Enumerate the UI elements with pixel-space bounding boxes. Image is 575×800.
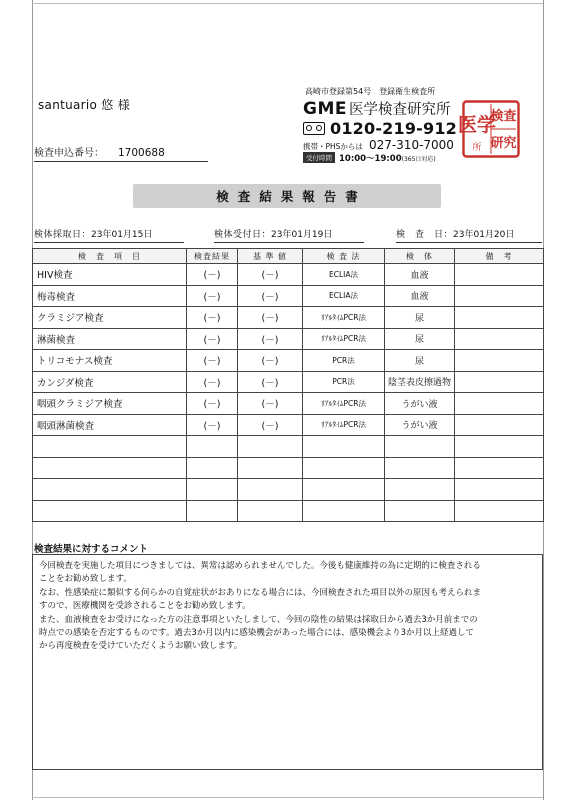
lab-brand-logo: GME [303, 99, 347, 119]
specimen-cell: 血液 [385, 285, 455, 307]
lab-mobile-line [303, 138, 454, 152]
header-method: 検 査 法 [303, 249, 385, 264]
result-cell [187, 436, 238, 458]
report-title: 検査結果報告書 [133, 184, 441, 208]
seal-char: 医学 [457, 114, 497, 136]
method-cell: ECLIA法 [303, 285, 385, 307]
hours-note: (365日対応) [401, 156, 436, 163]
reference-cell: (－) [238, 393, 303, 415]
test-item-cell [33, 500, 187, 522]
results-header-row [33, 249, 544, 264]
comment-title: 検査結果に対するコメント [34, 544, 149, 555]
result-cell: (－) [187, 414, 238, 436]
method-cell: ﾘｱﾙﾀｲﾑPCR法 [303, 307, 385, 329]
result-cell [187, 479, 238, 501]
result-cell: (－) [187, 350, 238, 372]
table-row [33, 350, 544, 372]
method-cell [303, 436, 385, 458]
collection-date-label: 検体採取日： [34, 230, 92, 240]
reference-cell [238, 500, 303, 522]
method-cell: ﾘｱﾙﾀｲﾑPCR法 [303, 414, 385, 436]
comment-line: なお、性感染症に類似する何らかの自覚症状がおありになる場合には、今回検査された項目以外の原因も考えられま [39, 587, 482, 598]
remarks-cell [455, 393, 544, 415]
results-body [33, 264, 544, 522]
lab-mobile-label: 携帯・PHSからは [303, 142, 363, 151]
specimen-cell: 血液 [385, 264, 455, 286]
remarks-cell [455, 285, 544, 307]
specimen-cell: 陰茎表皮擦過物 [385, 371, 455, 393]
lab-mobile-number: 027-310-7000 [368, 138, 454, 152]
result-cell [187, 457, 238, 479]
specimen-cell [385, 500, 455, 522]
collection-date-value: 23年01月15日 [91, 230, 153, 240]
application-number [34, 144, 208, 162]
patient-honorific: 様 [117, 98, 131, 112]
comment-line: から再度検査を受けていただくようお願い致します。 [39, 641, 243, 652]
remarks-cell [455, 436, 544, 458]
table-row [33, 393, 544, 415]
comment-line: すので、医療機関を受診されることをお勧め致します。 [39, 601, 251, 612]
application-number-label: 検査申込番号： [34, 148, 104, 159]
table-row [33, 479, 544, 501]
method-cell [303, 457, 385, 479]
collection-date [34, 227, 184, 243]
specimen-cell [385, 479, 455, 501]
test-date-label: 検 査 日： [396, 230, 454, 240]
result-cell: (－) [187, 393, 238, 415]
patient-name-line [38, 96, 130, 113]
reference-cell: (－) [238, 307, 303, 329]
result-cell: (－) [187, 264, 238, 286]
hours-tag: 受付時間 [303, 152, 335, 163]
hours-value: 10:00～19:00 [339, 154, 402, 164]
table-row [33, 328, 544, 350]
table-row [33, 414, 544, 436]
reference-cell: (－) [238, 414, 303, 436]
application-number-value: 1700688 [118, 147, 165, 159]
received-date [214, 227, 364, 243]
method-cell: ﾘｱﾙﾀｲﾑPCR法 [303, 328, 385, 350]
free-dial-icon [303, 122, 325, 135]
remarks-cell [455, 479, 544, 501]
lab-phone-number: 0120-219-912 [330, 119, 458, 138]
specimen-cell [385, 457, 455, 479]
remarks-cell [455, 414, 544, 436]
result-cell [187, 500, 238, 522]
comment-line: 今回検査を実施した項目につきましては、異常は認められませんでした。今後も健康維持の為に定期的に検査される [39, 561, 481, 571]
received-date-label: 検体受付日： [214, 230, 272, 240]
test-date [396, 227, 542, 243]
table-row [33, 371, 544, 393]
header-result: 検査結果 [187, 249, 238, 264]
specimen-cell: うがい液 [385, 393, 455, 415]
lab-hours-line [303, 152, 436, 164]
table-row [33, 500, 544, 522]
remarks-cell [455, 264, 544, 286]
lab-registration: 高崎市登録第54号 登録衛生検査所 [305, 87, 436, 96]
result-cell: (－) [187, 285, 238, 307]
method-cell: ﾘｱﾙﾀｲﾑPCR法 [303, 393, 385, 415]
method-cell: PCR法 [303, 350, 385, 372]
remarks-cell [455, 500, 544, 522]
header-specimen: 検 体 [385, 249, 455, 264]
test-item-cell [33, 436, 187, 458]
table-row [33, 307, 544, 329]
reference-cell: (－) [238, 328, 303, 350]
lab-seal-stamp [457, 100, 520, 158]
reference-cell [238, 436, 303, 458]
test-item-cell: HIV検査 [33, 264, 187, 286]
remarks-cell [455, 328, 544, 350]
patient-name: santuario 悠 [38, 98, 114, 112]
table-row [33, 436, 544, 458]
seal-char: 検査 [490, 109, 517, 124]
header-remarks: 備 考 [455, 249, 544, 264]
table-row [33, 264, 544, 286]
test-item-cell [33, 479, 187, 501]
comment-box [32, 554, 543, 770]
test-date-value: 23年01月20日 [453, 230, 515, 240]
remarks-cell [455, 350, 544, 372]
result-cell: (－) [187, 371, 238, 393]
test-item-cell: 梅毒検査 [33, 285, 187, 307]
reference-cell [238, 479, 303, 501]
remarks-cell [455, 371, 544, 393]
reference-cell: (－) [238, 285, 303, 307]
table-row [33, 285, 544, 307]
specimen-cell: 尿 [385, 350, 455, 372]
test-item-cell: カンジダ検査 [33, 371, 187, 393]
lab-name-text: 医学検査研究所 [348, 102, 451, 118]
reference-cell: (－) [238, 264, 303, 286]
method-cell [303, 500, 385, 522]
comment-line: また、血液検査をお受けになった方の注意事項といたしまして、今回の陰性の結果は採取日から過去3か月前までの [39, 614, 478, 625]
comment-line: 時点での感染を否定するものです。過去3か月以内に感染機会があった場合には、感染機会より3か月以上経過して [39, 628, 475, 639]
bottom-rule [32, 797, 543, 798]
method-cell: ECLIA法 [303, 264, 385, 286]
results-table [32, 248, 544, 522]
method-cell [303, 479, 385, 501]
specimen-cell: 尿 [385, 328, 455, 350]
result-cell: (－) [187, 328, 238, 350]
reference-cell: (－) [238, 350, 303, 372]
lab-freedial [303, 119, 457, 138]
test-item-cell [33, 457, 187, 479]
specimen-cell: うがい液 [385, 414, 455, 436]
seal-char: 所 [472, 143, 482, 153]
test-item-cell: 咽頭淋菌検査 [33, 414, 187, 436]
reference-cell [238, 457, 303, 479]
received-date-value: 23年01月19日 [271, 230, 333, 240]
seal-char: 研究 [490, 136, 517, 151]
specimen-cell [385, 436, 455, 458]
test-item-cell: 淋菌検査 [33, 328, 187, 350]
remarks-cell [455, 457, 544, 479]
result-cell: (－) [187, 307, 238, 329]
remarks-cell [455, 307, 544, 329]
header-test-item: 検 査 項 目 [33, 249, 187, 264]
method-cell: PCR法 [303, 371, 385, 393]
table-row [33, 457, 544, 479]
specimen-cell: 尿 [385, 307, 455, 329]
comment-line: ことをお勧め致します。 [39, 574, 132, 585]
header-reference: 基 準 値 [238, 249, 303, 264]
test-item-cell: トリコモナス検査 [33, 350, 187, 372]
test-item-cell: クラミジア検査 [33, 307, 187, 329]
reference-cell: (－) [238, 371, 303, 393]
top-rule [32, 3, 543, 4]
lab-name [303, 98, 450, 119]
test-item-cell: 咽頭クラミジア検査 [33, 393, 187, 415]
